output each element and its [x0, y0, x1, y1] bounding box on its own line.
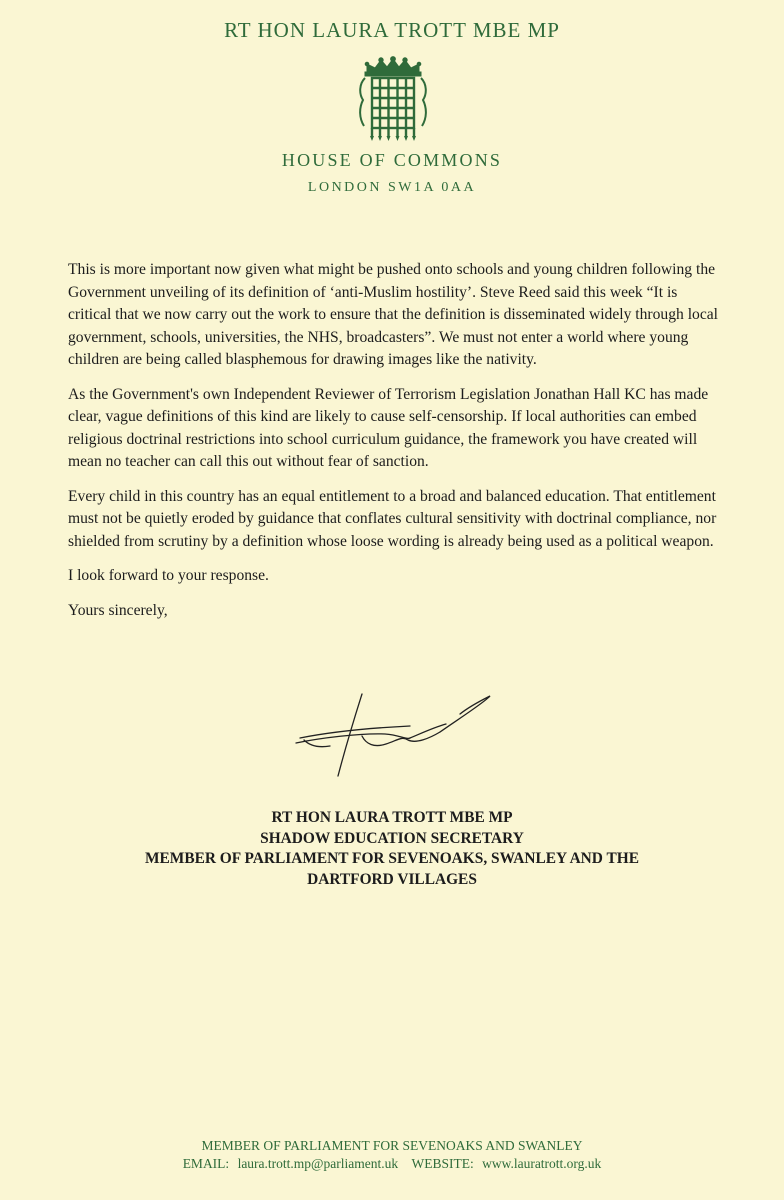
signatory-role: SHADOW EDUCATION SECRETARY: [260, 829, 524, 847]
body-paragraph: This is more important now given what might be pushed onto schools and young children following the Government unveiling of its definition of ‘anti-Muslim hostility’. Steve Reed said this week “It is critical that we now carry out the work to ensure that the definition is disseminated widely through local government, schools, universities, the NHS, broadcasters”. We must not enter a world where young children are being called blasphemous for drawing images like the nativity.: [68, 261, 718, 368]
website-label: WEBSITE:: [411, 1156, 474, 1171]
signatory-name: RT HON LAURA TROTT MBE MP: [271, 809, 513, 826]
email-label: EMAIL:: [182, 1156, 230, 1171]
valediction: Yours sincerely,: [68, 601, 168, 619]
signatory-constituency-continued: DARTFORD VILLAGES: [307, 870, 477, 888]
signatory-constituency: MEMBER OF PARLIAMENT FOR SEVENOAKS, SWANLEY AND THE: [145, 850, 639, 867]
website-link[interactable]: www.lauratrott.org.uk: [482, 1156, 602, 1171]
letter-footer: [0, 1137, 784, 1173]
house-of-commons-heading: HOUSE OF COMMONS: [281, 150, 503, 170]
portcullis-icon: [359, 56, 427, 142]
footer-constituency: MEMBER OF PARLIAMENT FOR SEVENOAKS AND SWANLEY: [201, 1138, 583, 1153]
letter-body: [68, 259, 724, 634]
letterhead-name: RT HON LAURA TROTT MBE MP: [224, 18, 560, 42]
closing-line: I look forward to your response.: [68, 567, 269, 584]
footer-contact: [0, 1155, 784, 1173]
letterhead-address: LONDON SW1A 0AA: [307, 180, 477, 195]
signature-block: [0, 808, 784, 890]
handwritten-signature: [290, 688, 495, 778]
email-link[interactable]: laura.trott.mp@parliament.uk: [237, 1156, 399, 1171]
body-paragraph: As the Government's own Independent Reviewer of Terrorism Legislation Jonathan Hall KC has made clear, vague definitions of this kind are likely to cause self-censorship. If local authorities can embed religious doctrinal restrictions into school curriculum guidance, the framework you have created will mean no teacher can call this out without fear of sanction.: [68, 385, 709, 470]
body-paragraph: Every child in this country has an equal entitlement to a broad and balanced education. That entitlement must not be quietly eroded by guidance that conflates cultural sensitivity with doctrinal compliance, nor shielded from scrutiny by a definition whose loose wording is already being used as a political weapon.: [68, 487, 717, 550]
